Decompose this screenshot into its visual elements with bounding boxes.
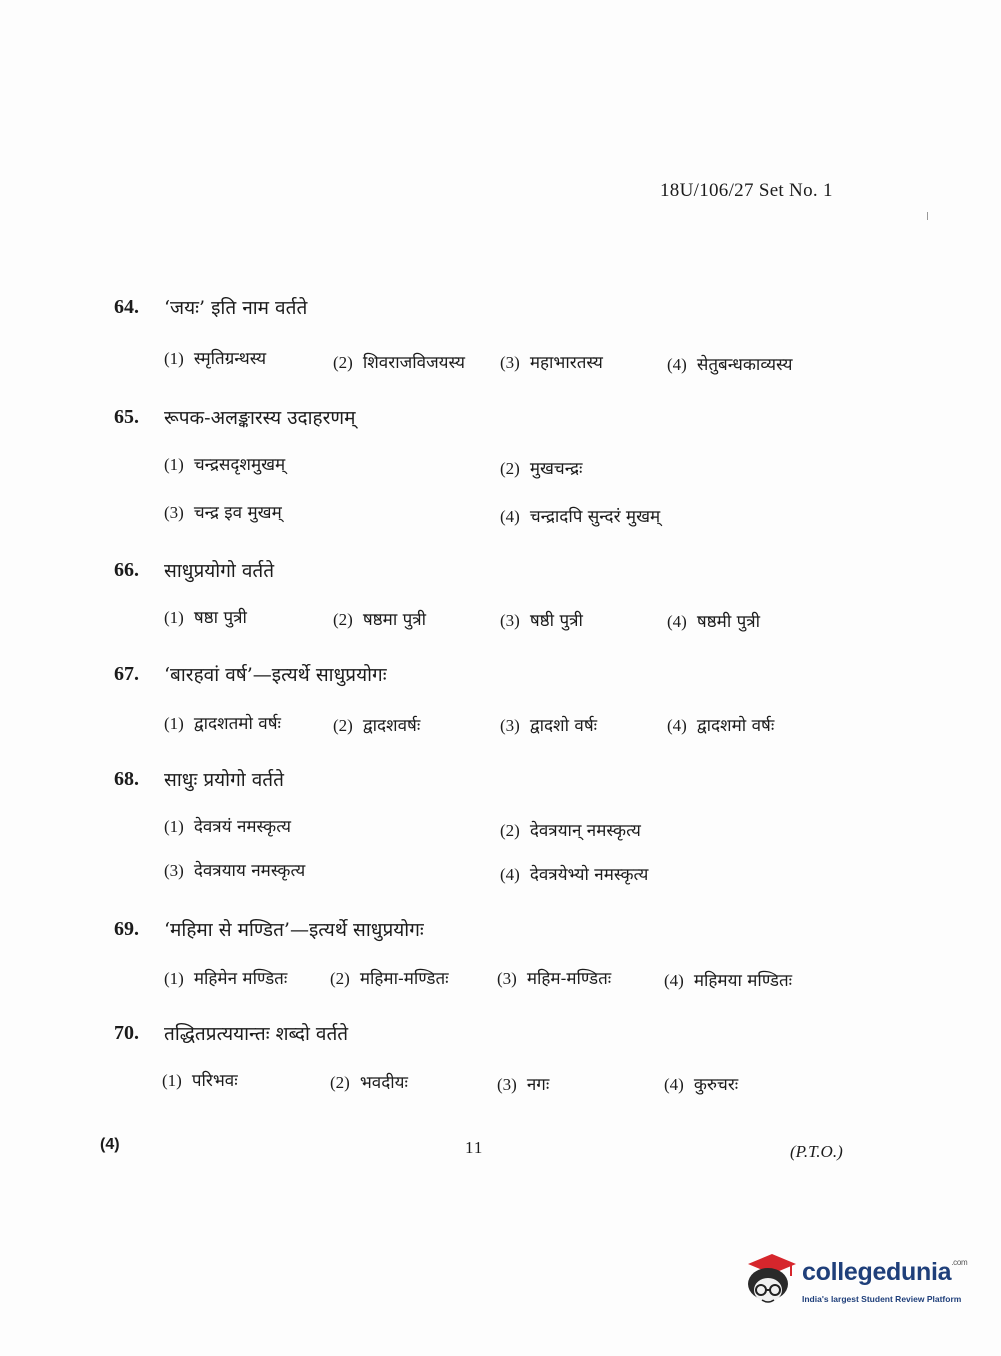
question-text: ‘बारहवां वर्ष’—इत्यर्थे साधुप्रयोगः (164, 664, 387, 686)
option-3: (3) चन्द्र इव मुखम् (164, 503, 282, 523)
option-1: (1) स्मृतिग्रन्थस्य (164, 349, 267, 369)
question-number: 66. (114, 559, 139, 581)
option-3: (3) महिम-मण्डितः (497, 969, 612, 989)
option-2: (2) महिमा-मण्डितः (330, 969, 449, 989)
option-4: (4) देवत्रयेभ्यो नमस्कृत्य (500, 865, 649, 885)
option-1: (1) षष्ठा पुत्री (164, 608, 247, 628)
option-4: (4) महिमया मण्डितः (664, 971, 793, 991)
question-number: 64. (114, 296, 139, 318)
collegedunia-logo (742, 1250, 972, 1312)
option-2: (2) द्वादशवर्षः (333, 716, 421, 736)
question-number: 65. (114, 406, 139, 428)
option-1: (1) चन्द्रसदृशमुखम् (164, 455, 286, 475)
question-number: 70. (114, 1022, 139, 1044)
logo-tagline: India's largest Student Review Platform (802, 1294, 962, 1304)
question-text: ‘महिमा से मण्डित’—इत्यर्थे साधुप्रयोगः (164, 919, 424, 941)
question-text: ‘जयः’ इति नाम वर्तते (164, 297, 308, 319)
booklet-marker: (4) (100, 1136, 120, 1153)
question-text: साधुप्रयोगो वर्तते (164, 560, 275, 582)
option-2: (2) भवदीयः (330, 1073, 408, 1093)
option-3: (3) षष्ठी पुत्री (500, 611, 583, 631)
logo-wordmark: collegedunia$^{.com}$ (802, 1258, 968, 1286)
option-4: (4) षष्ठमी पुत्री (667, 612, 761, 632)
option-3: (3) नगः (497, 1075, 550, 1095)
option-4: (4) कुरुचरः (664, 1075, 739, 1095)
option-4: (4) द्वादशमो वर्षः (667, 716, 775, 736)
page-number: 11 (465, 1138, 484, 1157)
question-text: साधुः प्रयोगो वर्तते (164, 769, 284, 791)
scan-mark (927, 212, 928, 220)
option-3: (3) देवत्रयाय नमस्कृत्य (164, 861, 306, 881)
question-text: तद्धितप्रत्ययान्तः शब्दो वर्तते (164, 1023, 349, 1045)
option-2: (2) शिवराजविजयस्य (333, 353, 466, 373)
option-3: (3) द्वादशो वर्षः (500, 716, 598, 736)
question-text: रूपक-अलङ्कारस्य उदाहरणम् (164, 407, 356, 429)
option-3: (3) महाभारतस्य (500, 353, 603, 373)
mascot-icon (742, 1250, 800, 1308)
option-2: (2) देवत्रयान् नमस्कृत्य (500, 821, 641, 841)
question-number: 68. (114, 768, 139, 790)
option-1: (1) महिमेन मण्डितः (164, 969, 288, 989)
option-4: (4) चन्द्रादपि सुन्दरं मुखम् (500, 507, 661, 527)
please-turn-over: (P.T.O.) (790, 1142, 843, 1161)
set-code: 18U/106/27 Set No. 1 (660, 180, 833, 201)
option-1: (1) देवत्रयं नमस्कृत्य (164, 817, 292, 837)
question-number: 67. (114, 663, 139, 685)
option-2: (2) मुखचन्द्रः (500, 459, 583, 479)
question-number: 69. (114, 918, 139, 940)
option-4: (4) सेतुबन्धकाव्यस्य (667, 355, 793, 375)
option-2: (2) षष्ठमा पुत्री (333, 610, 427, 630)
option-1: (1) परिभवः (162, 1071, 238, 1091)
option-1: (1) द्वादशतमो वर्षः (164, 714, 281, 734)
